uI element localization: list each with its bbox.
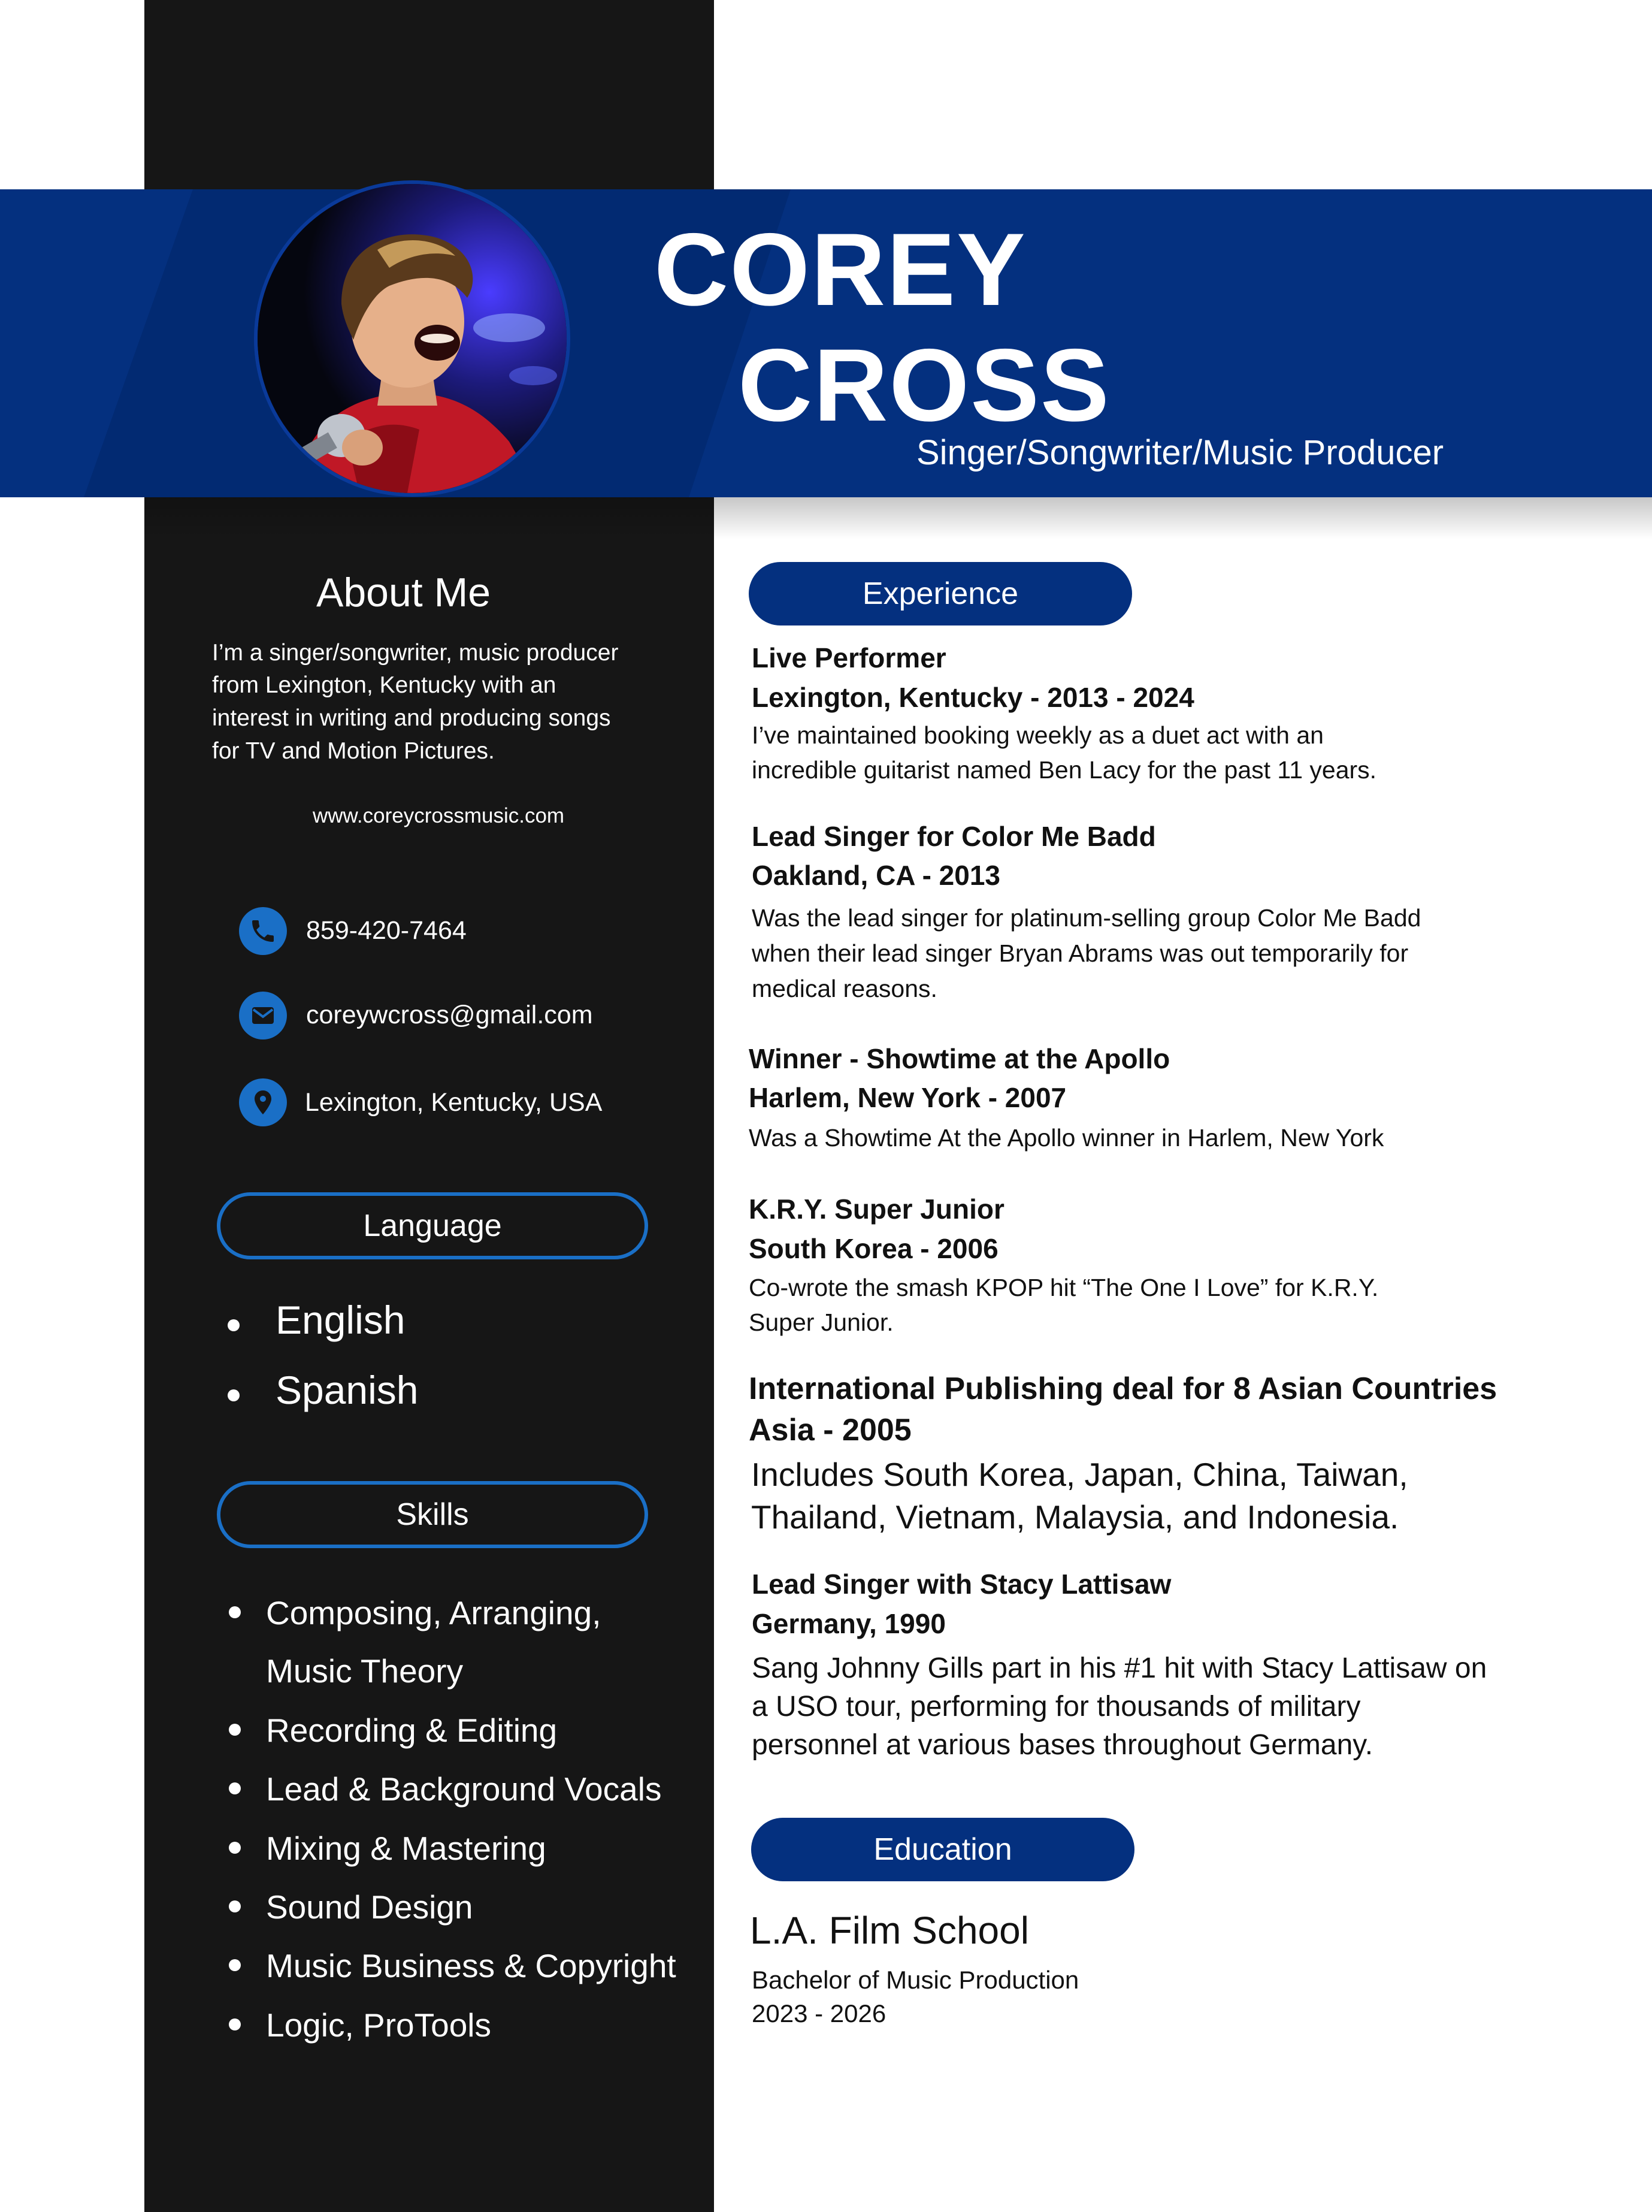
- bullet-icon: [229, 1842, 241, 1854]
- email-address[interactable]: coreywcross@gmail.com: [306, 1001, 593, 1029]
- language-item: English: [276, 1298, 406, 1342]
- exp-desc: incredible guitarist named Ben Lacy for the past 11 years.: [752, 756, 1377, 784]
- job-title: Singer/Songwriter/Music Producer: [916, 433, 1444, 472]
- exp-desc: Includes South Korea, Japan, China, Taiwan,: [751, 1456, 1408, 1493]
- location-text: Lexington, Kentucky, USA: [305, 1088, 603, 1117]
- school-name: L.A. Film School: [750, 1909, 1029, 1952]
- exp-place: Asia - 2005: [749, 1413, 912, 1448]
- exp-desc: Super Junior.: [749, 1309, 894, 1336]
- about-line: from Lexington, Kentucky with an: [212, 672, 556, 698]
- bullet-icon: [228, 1389, 240, 1401]
- exp-desc: personnel at various bases throughout Germany.: [752, 1729, 1373, 1761]
- skill-item: Lead & Background Vocals: [266, 1770, 662, 1808]
- education-heading: Education: [751, 1818, 1134, 1881]
- exp-place: Germany, 1990: [752, 1608, 946, 1639]
- location-pin-icon: [239, 1078, 287, 1126]
- exp-place: Lexington, Kentucky - 2013 - 2024: [752, 682, 1194, 713]
- bullet-icon: [229, 2018, 241, 2030]
- bullet-icon: [229, 1782, 241, 1794]
- exp-role: International Publishing deal for 8 Asian Countries: [749, 1371, 1497, 1406]
- bullet-icon: [229, 1900, 241, 1912]
- skill-item: Music Business & Copyright: [266, 1947, 676, 1984]
- exp-desc: I’ve maintained booking weekly as a duet act with an: [752, 721, 1324, 749]
- education-years: 2023 - 2026: [752, 1999, 886, 2027]
- exp-desc: a USO tour, performing for thousands of military: [752, 1691, 1361, 1723]
- bullet-icon: [228, 1319, 240, 1331]
- exp-desc: Was a Showtime At the Apollo winner in Harlem, New York: [749, 1124, 1384, 1152]
- exp-role: Winner - Showtime at the Apollo: [749, 1043, 1170, 1074]
- exp-place: Oakland, CA - 2013: [752, 860, 1001, 891]
- bullet-icon: [229, 1959, 241, 1971]
- bullet-icon: [229, 1606, 241, 1618]
- degree: Bachelor of Music Production: [752, 1966, 1079, 1994]
- exp-desc: Sang Johnny Gills part in his #1 hit with Stacy Lattisaw on: [752, 1652, 1487, 1684]
- exp-desc: Co-wrote the smash KPOP hit “The One I Love” for K.R.Y.: [749, 1274, 1379, 1301]
- email-icon: [239, 992, 287, 1039]
- skill-item: Sound Design: [266, 1888, 473, 1926]
- exp-role: Live Performer: [752, 642, 946, 673]
- exp-desc: Was the lead singer for platinum-selling group Color Me Badd: [752, 904, 1421, 932]
- language-item: Spanish: [276, 1368, 419, 1412]
- exp-role: Lead Singer with Stacy Lattisaw: [752, 1569, 1172, 1600]
- exp-desc: medical reasons.: [752, 975, 937, 1002]
- about-line: I’m a singer/songwriter, music producer: [212, 640, 619, 666]
- about-line: interest in writing and producing songs: [212, 705, 611, 731]
- banner-shadow: [144, 497, 1652, 539]
- exp-place: South Korea - 2006: [749, 1233, 999, 1264]
- exp-desc: when their lead singer Bryan Abrams was out temporarily for: [752, 939, 1409, 967]
- profile-photo: [254, 180, 570, 497]
- first-name: COREY: [654, 212, 1027, 327]
- profile-photo-illustration: [258, 184, 567, 493]
- language-heading: Language: [217, 1192, 648, 1259]
- about-line: for TV and Motion Pictures.: [212, 738, 495, 764]
- exp-role: K.R.Y. Super Junior: [749, 1193, 1004, 1225]
- skill-item: Composing, Arranging,: [266, 1594, 601, 1631]
- experience-heading: Experience: [749, 562, 1132, 625]
- exp-place: Harlem, New York - 2007: [749, 1082, 1067, 1113]
- exp-role: Lead Singer for Color Me Badd: [752, 821, 1156, 852]
- skill-item: Recording & Editing: [266, 1712, 558, 1749]
- skill-item: Music Theory: [266, 1652, 464, 1690]
- last-name: CROSS: [738, 328, 1111, 443]
- bullet-icon: [229, 1724, 241, 1736]
- skills-heading: Skills: [217, 1481, 648, 1548]
- exp-desc: Thailand, Vietnam, Malaysia, and Indonesia.: [751, 1498, 1399, 1536]
- phone-icon: [239, 907, 287, 955]
- about-title: About Me: [316, 570, 491, 615]
- phone-number[interactable]: 859-420-7464: [306, 916, 467, 945]
- website-link[interactable]: www.coreycrossmusic.com: [313, 804, 565, 827]
- skill-item: Mixing & Mastering: [266, 1830, 546, 1867]
- skill-item: Logic, ProTools: [266, 2006, 492, 2044]
